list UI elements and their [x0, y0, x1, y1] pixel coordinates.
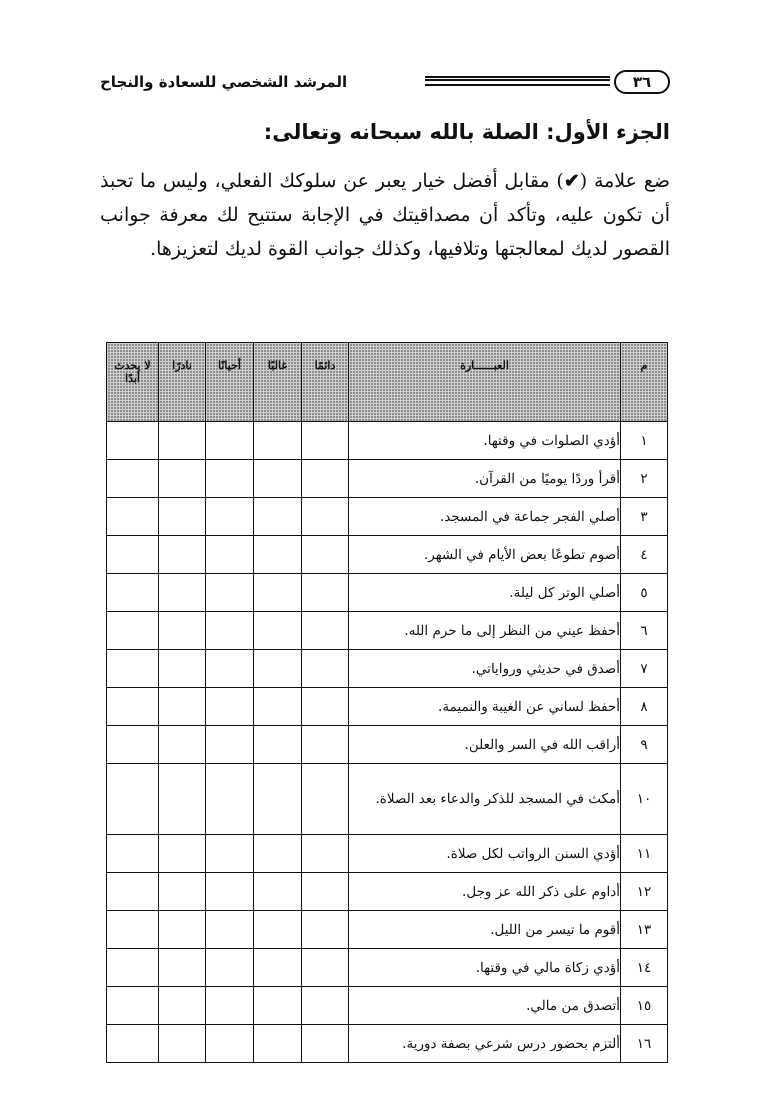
rating-cell-always[interactable] — [302, 764, 349, 835]
row-statement: أقرأ وردًا يوميًا من القرآن. — [349, 460, 621, 498]
rating-cell-sometimes[interactable] — [206, 688, 254, 726]
rating-cell-rarely[interactable] — [159, 726, 206, 764]
row-statement: أصدق في حديثي ورواياتي. — [349, 650, 621, 688]
rating-cell-sometimes[interactable] — [206, 422, 254, 460]
header-never: لا يحدث أبدًا — [107, 343, 159, 422]
row-number: ٩ — [621, 726, 668, 764]
rating-cell-sometimes[interactable] — [206, 726, 254, 764]
rating-cell-never[interactable] — [107, 911, 159, 949]
rating-cell-rarely[interactable] — [159, 835, 206, 873]
rating-cell-sometimes[interactable] — [206, 949, 254, 987]
rating-cell-rarely[interactable] — [159, 764, 206, 835]
rating-cell-often[interactable] — [254, 911, 302, 949]
table-row — [107, 574, 668, 612]
survey-table — [106, 342, 668, 1063]
rating-cell-often[interactable] — [254, 835, 302, 873]
rating-cell-sometimes[interactable] — [206, 574, 254, 612]
row-statement: أصوم تطوعًا بعض الأيام في الشهر. — [349, 536, 621, 574]
rating-cell-rarely[interactable] — [159, 650, 206, 688]
row-statement: ألتزم بحضور درس شرعي بصفة دورية. — [349, 1025, 621, 1063]
rating-cell-sometimes[interactable] — [206, 873, 254, 911]
table-row — [107, 422, 668, 460]
row-number: ٢ — [621, 460, 668, 498]
row-number: ٣ — [621, 498, 668, 536]
table-row — [107, 726, 668, 764]
instructions-paragraph — [100, 164, 670, 266]
rating-cell-always[interactable] — [302, 987, 349, 1025]
rating-cell-always[interactable] — [302, 688, 349, 726]
row-statement: أؤدي السنن الرواتب لكل صلاة. — [349, 835, 621, 873]
running-title: المرشد الشخصي للسعادة والنجاح — [100, 73, 348, 91]
header-rarely: نادرًا — [159, 343, 206, 422]
page-number: ٣٦ — [614, 70, 670, 94]
rating-cell-never[interactable] — [107, 873, 159, 911]
rating-cell-often[interactable] — [254, 498, 302, 536]
row-statement: أؤدي الصلوات في وقتها. — [349, 422, 621, 460]
rating-cell-rarely[interactable] — [159, 949, 206, 987]
rating-cell-always[interactable] — [302, 835, 349, 873]
rating-cell-always[interactable] — [302, 574, 349, 612]
row-statement: أصلي الفجر جماعة في المسجد. — [349, 498, 621, 536]
rating-cell-never[interactable] — [107, 650, 159, 688]
rating-cell-sometimes[interactable] — [206, 650, 254, 688]
rating-cell-rarely[interactable] — [159, 422, 206, 460]
row-number: ١٥ — [621, 987, 668, 1025]
rating-cell-rarely[interactable] — [159, 1025, 206, 1063]
rating-cell-often[interactable] — [254, 873, 302, 911]
rating-cell-always[interactable] — [302, 1025, 349, 1063]
rating-cell-never[interactable] — [107, 987, 159, 1025]
rating-cell-rarely[interactable] — [159, 873, 206, 911]
rating-cell-never[interactable] — [107, 764, 159, 835]
table-row — [107, 764, 668, 835]
row-number: ١٠ — [621, 764, 668, 835]
rating-cell-often[interactable] — [254, 650, 302, 688]
table-header-row — [107, 343, 668, 422]
header-always: دائمًا — [302, 343, 349, 422]
rating-cell-often[interactable] — [254, 460, 302, 498]
row-statement: أمكث في المسجد للذكر والدعاء بعد الصلاة. — [349, 764, 621, 835]
rating-cell-always[interactable] — [302, 498, 349, 536]
rating-cell-never[interactable] — [107, 422, 159, 460]
table-row — [107, 949, 668, 987]
page-header — [100, 70, 670, 96]
checkmark-icon: ✔ — [563, 170, 580, 192]
row-statement: أحفظ عيني من النظر إلى ما حرم الله. — [349, 612, 621, 650]
table-row — [107, 835, 668, 873]
rating-cell-sometimes[interactable] — [206, 987, 254, 1025]
section-title: الجزء الأول: الصلة بالله سبحانه وتعالى: — [263, 120, 670, 144]
table-row — [107, 612, 668, 650]
table-row — [107, 650, 668, 688]
rating-cell-never[interactable] — [107, 498, 159, 536]
rating-cell-often[interactable] — [254, 987, 302, 1025]
row-number: ٦ — [621, 612, 668, 650]
rating-cell-never[interactable] — [107, 536, 159, 574]
rating-cell-rarely[interactable] — [159, 987, 206, 1025]
row-statement: أؤدي زكاة مالي في وقتها. — [349, 949, 621, 987]
rating-cell-always[interactable] — [302, 911, 349, 949]
rating-cell-often[interactable] — [254, 612, 302, 650]
rating-cell-often[interactable] — [254, 1025, 302, 1063]
row-statement: أداوم على ذكر الله عز وجل. — [349, 873, 621, 911]
rating-cell-rarely[interactable] — [159, 460, 206, 498]
rating-cell-always[interactable] — [302, 422, 349, 460]
rating-cell-sometimes[interactable] — [206, 612, 254, 650]
rating-cell-often[interactable] — [254, 422, 302, 460]
rating-cell-often[interactable] — [254, 574, 302, 612]
rating-cell-always[interactable] — [302, 460, 349, 498]
rating-cell-never[interactable] — [107, 574, 159, 612]
rating-cell-sometimes[interactable] — [206, 1025, 254, 1063]
rating-cell-never[interactable] — [107, 726, 159, 764]
row-number: ١٣ — [621, 911, 668, 949]
rating-cell-always[interactable] — [302, 536, 349, 574]
rating-cell-sometimes[interactable] — [206, 764, 254, 835]
row-statement: أحفظ لساني عن الغيبة والنميمة. — [349, 688, 621, 726]
row-number: ١٦ — [621, 1025, 668, 1063]
rating-cell-often[interactable] — [254, 688, 302, 726]
rating-cell-never[interactable] — [107, 835, 159, 873]
table-row — [107, 911, 668, 949]
rating-cell-always[interactable] — [302, 873, 349, 911]
table-row — [107, 536, 668, 574]
rating-cell-sometimes[interactable] — [206, 536, 254, 574]
header-sometimes: أحيانًا — [206, 343, 254, 422]
row-number: ١٤ — [621, 949, 668, 987]
table-row — [107, 498, 668, 536]
row-number: ٤ — [621, 536, 668, 574]
survey-table-body — [107, 422, 668, 1063]
instructions-text-start: ضع علامة ( — [579, 170, 670, 192]
rating-cell-never[interactable] — [107, 688, 159, 726]
rating-cell-rarely[interactable] — [159, 688, 206, 726]
header-rule — [425, 76, 610, 86]
rating-cell-rarely[interactable] — [159, 574, 206, 612]
row-number: ١١ — [621, 835, 668, 873]
row-number: ٧ — [621, 650, 668, 688]
table-row — [107, 460, 668, 498]
instructions-text-rest: ) مقابل أفضل خيار يعبر عن سلوكك الفعلي، وليس ما تحبذ أن تكون عليه، وتأكد أن مصداقيتك في الإجابة ستتيح لك معرفة جوانب القصور لديك لمعالجتها وتلافيها، وكذلك جوانب القوة لديك لتعزيزها. — [100, 170, 670, 260]
rating-cell-never[interactable] — [107, 460, 159, 498]
header-often: غالبًا — [254, 343, 302, 422]
table-row — [107, 688, 668, 726]
header-statement: العبــــــارة — [349, 343, 621, 422]
rating-cell-often[interactable] — [254, 949, 302, 987]
table-row — [107, 873, 668, 911]
row-number: ١٢ — [621, 873, 668, 911]
rating-cell-rarely[interactable] — [159, 498, 206, 536]
rating-cell-sometimes[interactable] — [206, 498, 254, 536]
rating-cell-sometimes[interactable] — [206, 911, 254, 949]
row-number: ٨ — [621, 688, 668, 726]
row-number: ٥ — [621, 574, 668, 612]
row-statement: أراقب الله في السر والعلن. — [349, 726, 621, 764]
row-statement: أتصدق من مالي. — [349, 987, 621, 1025]
table-row — [107, 1025, 668, 1063]
rating-cell-often[interactable] — [254, 726, 302, 764]
rating-cell-always[interactable] — [302, 726, 349, 764]
rating-cell-often[interactable] — [254, 536, 302, 574]
row-number: ١ — [621, 422, 668, 460]
rating-cell-sometimes[interactable] — [206, 460, 254, 498]
rating-cell-sometimes[interactable] — [206, 835, 254, 873]
rating-cell-often[interactable] — [254, 764, 302, 835]
rating-cell-rarely[interactable] — [159, 612, 206, 650]
row-statement: أصلي الوتر كل ليلة. — [349, 574, 621, 612]
rating-cell-never[interactable] — [107, 1025, 159, 1063]
row-statement: أقوم ما تيسر من الليل. — [349, 911, 621, 949]
rating-cell-rarely[interactable] — [159, 536, 206, 574]
rating-cell-always[interactable] — [302, 949, 349, 987]
rating-cell-never[interactable] — [107, 949, 159, 987]
rating-cell-never[interactable] — [107, 612, 159, 650]
rating-cell-rarely[interactable] — [159, 911, 206, 949]
rating-cell-always[interactable] — [302, 650, 349, 688]
rating-cell-always[interactable] — [302, 612, 349, 650]
header-number: م — [621, 343, 668, 422]
table-row — [107, 987, 668, 1025]
